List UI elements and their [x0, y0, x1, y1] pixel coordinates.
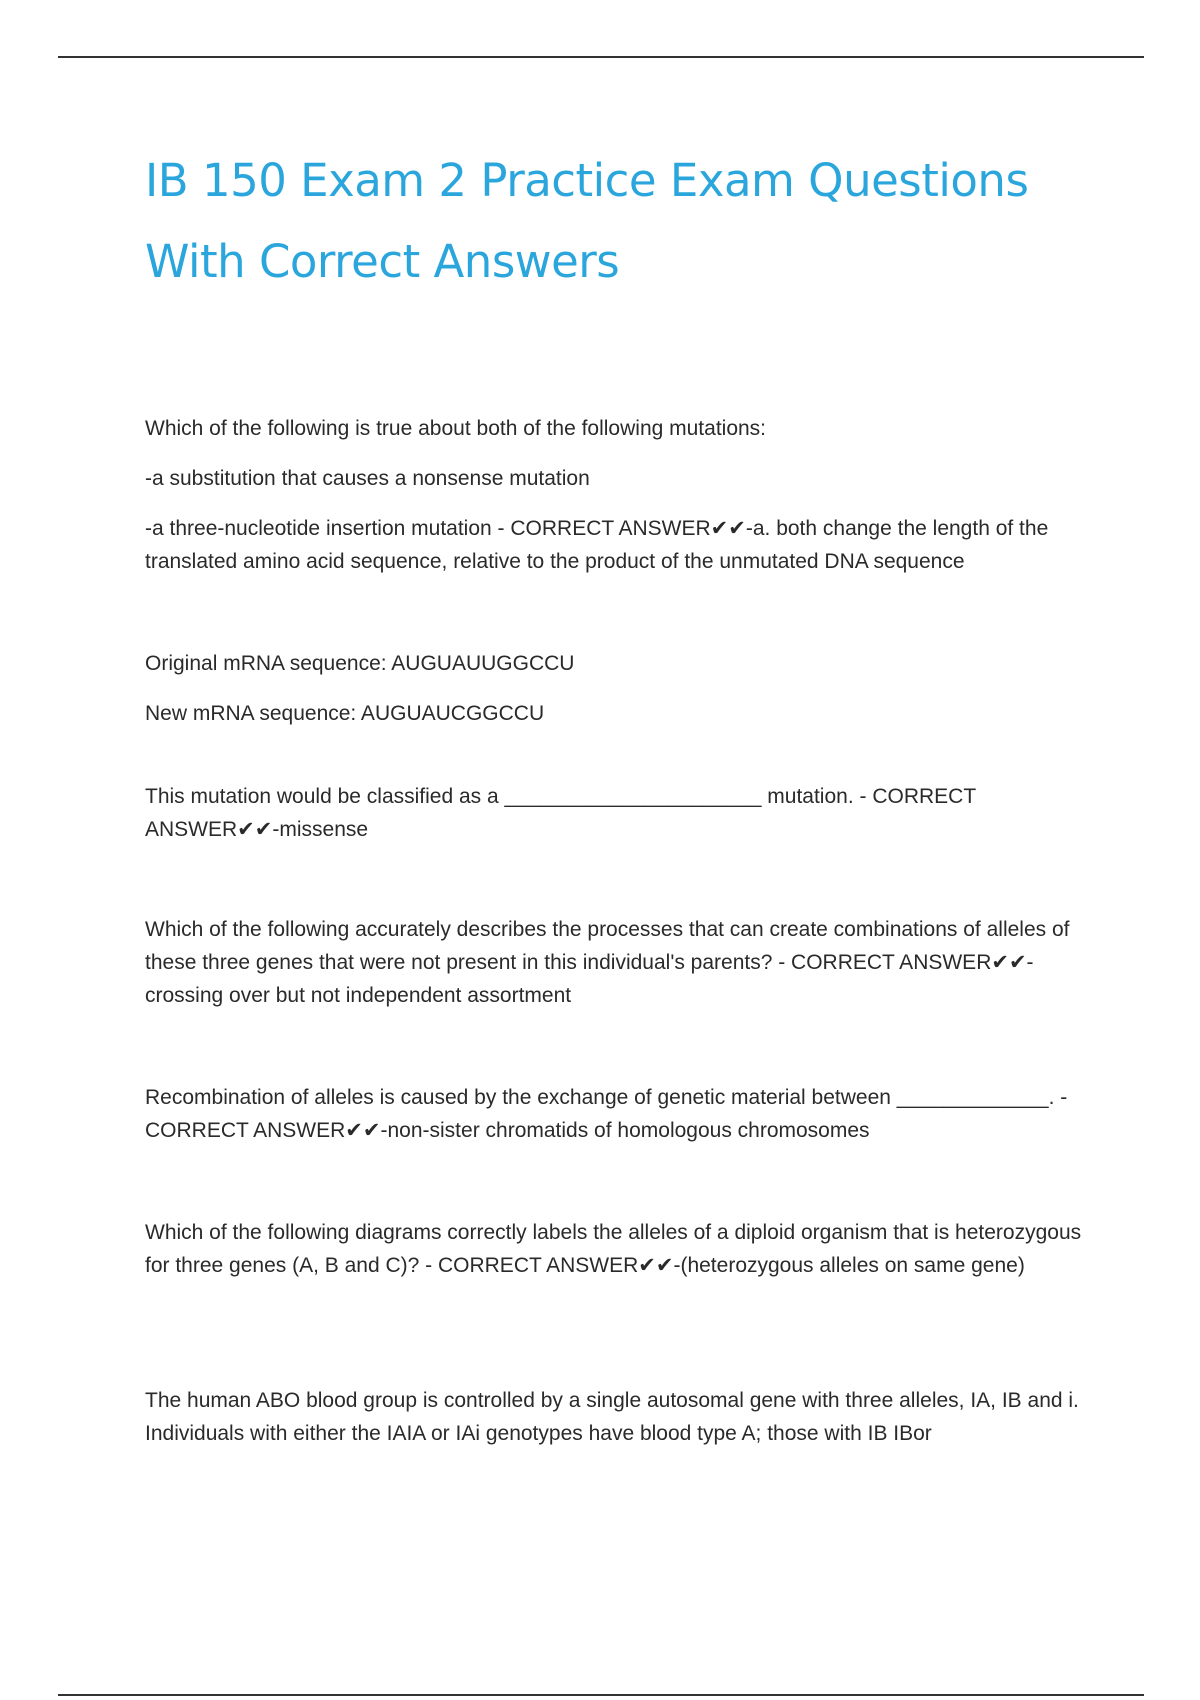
top-rule — [58, 56, 1144, 58]
question-5 — [145, 1216, 1100, 1282]
question-2-sequences — [145, 647, 1100, 730]
question-answer: Recombination of alleles is caused by the exchange of genetic material between _____________. - CORRECT ANSWER✔✔-non-sister chromatids of homologous chromosomes — [145, 1086, 1068, 1142]
document-title — [145, 140, 1100, 302]
question-text: Which of the following is true about both of the following mutations: — [145, 417, 767, 440]
question-4 — [145, 1081, 1100, 1147]
new-sequence: New mRNA sequence: AUGUAUCGGCCU — [145, 702, 545, 725]
question-answer: This mutation would be classified as a ______________________ mutation. - CORRECT ANSWER✔✔-missense — [145, 785, 976, 841]
title-line-2: With Correct Answers — [145, 235, 620, 288]
question-option: -a substitution that causes a nonsense mutation — [145, 467, 590, 490]
question-answer: Which of the following diagrams correctly labels the alleles of a diploid organism that is heterozygous for three genes (A, B and C)? - CORRECT ANSWER✔✔-(heterozygous alleles on same gene) — [145, 1221, 1082, 1277]
question-text: The human ABO blood group is controlled by a single autosomal gene with three alleles, IA, IB and i. Individuals with either the IAIA or IAi genotypes have blood type A; those with IB IBor — [145, 1389, 1079, 1445]
question-1 — [145, 412, 1100, 578]
question-6 — [145, 1384, 1100, 1450]
question-answer: Which of the following accurately describes the processes that can create combinations of alleles of these three genes that were not present in this individual's parents? - CORRECT ANSWER✔✔-crossing over but not independent assortment — [145, 918, 1070, 1007]
question-2 — [145, 780, 1100, 846]
title-line-1: IB 150 Exam 2 Practice Exam Questions — [145, 154, 1029, 207]
question-answer: -a three-nucleotide insertion mutation - CORRECT ANSWER✔✔-a. both change the length of the translated amino acid sequence, relative to the product of the unmutated DNA sequence — [145, 517, 1049, 573]
question-3 — [145, 913, 1100, 1012]
bottom-rule — [58, 1694, 1144, 1696]
original-sequence: Original mRNA sequence: AUGUAUUGGCCU — [145, 652, 575, 675]
